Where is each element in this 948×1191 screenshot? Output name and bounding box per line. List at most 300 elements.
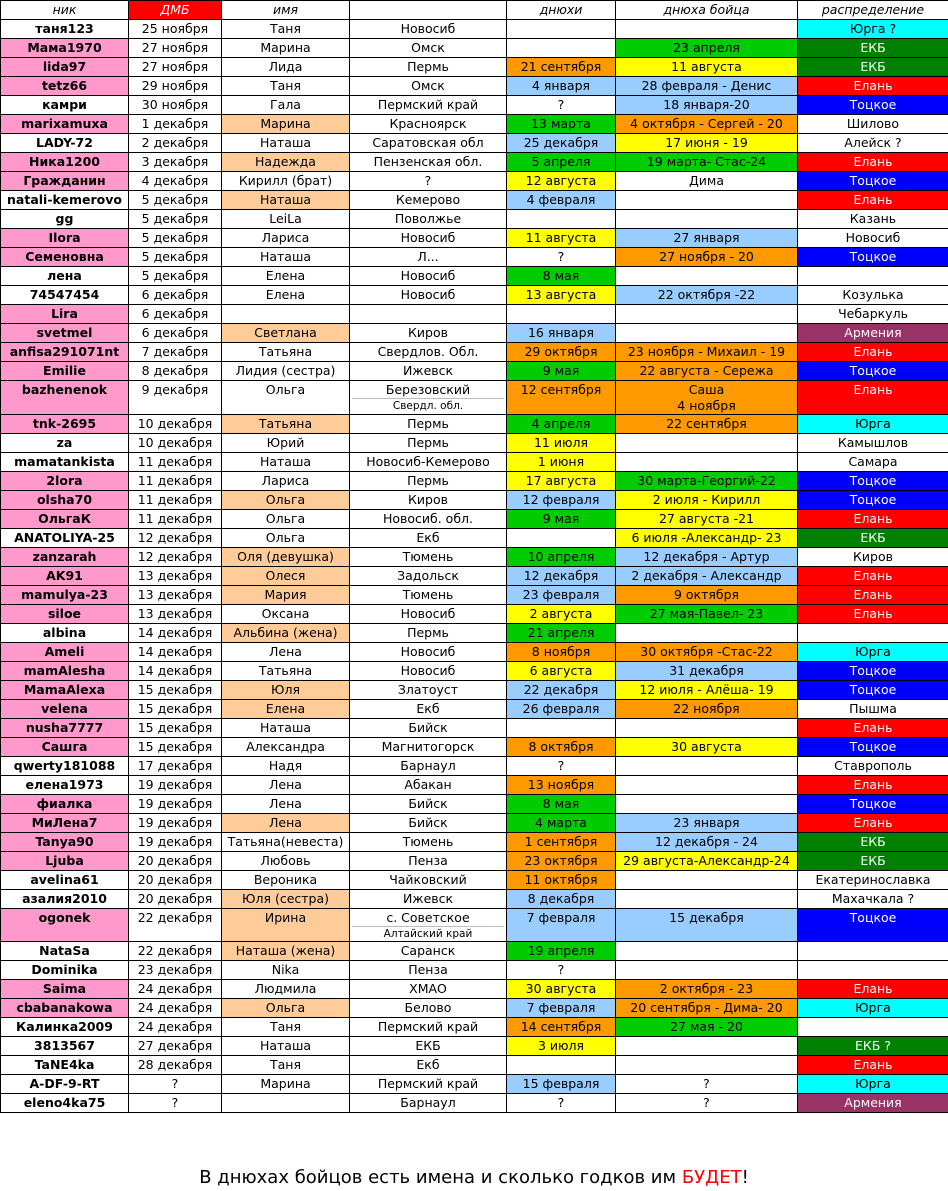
nick-cell: Мама1970 — [1, 39, 129, 58]
birthday-cell: ? — [507, 1094, 616, 1113]
assignment-cell: Юрга — [798, 999, 948, 1018]
nick-cell: Ameli — [1, 643, 129, 662]
name-cell: LeiLa — [222, 210, 350, 229]
assignment-cell: Юрга ? — [798, 20, 948, 39]
name-cell: Таня — [222, 77, 350, 96]
nick-cell: tetz66 — [1, 77, 129, 96]
soldier-birthday-cell: 9 октября — [616, 586, 798, 605]
soldier-birthday-cell — [616, 961, 798, 980]
soldier-birthday-cell — [616, 267, 798, 286]
city-cell: Пермский край — [350, 96, 507, 115]
name-cell: Марина — [222, 115, 350, 134]
soldier-birthday-cell: 27 августа -21 — [616, 510, 798, 529]
name-cell: Татьяна — [222, 415, 350, 434]
name-cell: Ольга — [222, 381, 350, 415]
table-row — [1, 267, 948, 286]
birthday-cell: 3 июля — [507, 1037, 616, 1056]
dmb-cell: 15 декабря — [129, 738, 222, 757]
dmb-cell: 19 декабря — [129, 776, 222, 795]
assignment-cell: Юрга — [798, 1075, 948, 1094]
nick-cell: mamatankista — [1, 453, 129, 472]
city-cell: Бийск — [350, 719, 507, 738]
soldier-birthday-cell: 2 октября - 23 — [616, 980, 798, 999]
table-row — [1, 776, 948, 795]
nick-cell: Emilie — [1, 362, 129, 381]
table-row — [1, 643, 948, 662]
dmb-cell: 8 декабря — [129, 362, 222, 381]
soldier-birthday-cell: 22 сентября — [616, 415, 798, 434]
dmb-cell: 1 декабря — [129, 115, 222, 134]
assignment-cell: Пышма — [798, 700, 948, 719]
nick-cell: фиалка — [1, 795, 129, 814]
table-row — [1, 248, 948, 267]
soldier-birthday-cell: 27 мая-Павел- 23 — [616, 605, 798, 624]
assignment-cell: Елань — [798, 776, 948, 795]
assignment-cell: Екатеринославка — [798, 871, 948, 890]
birthday-cell: 22 декабря — [507, 681, 616, 700]
cell-line: с. Советское — [386, 910, 470, 925]
birthday-cell: 29 октября — [507, 343, 616, 362]
nick-cell: TaNE4ka — [1, 1056, 129, 1075]
table-row — [1, 624, 948, 643]
table-body — [1, 20, 948, 1113]
city-cell: Пермь — [350, 472, 507, 491]
name-cell: Лариса — [222, 472, 350, 491]
nick-cell: bazhenenok — [1, 381, 129, 415]
dmb-cell: 24 декабря — [129, 980, 222, 999]
birthday-cell: 1 июня — [507, 453, 616, 472]
city-cell: Новосиб — [350, 662, 507, 681]
birthday-cell: 9 мая — [507, 362, 616, 381]
city-cell: Новосиб — [350, 267, 507, 286]
assignment-cell: Тоцкое — [798, 491, 948, 510]
table-row — [1, 134, 948, 153]
city-cell: Задольск — [350, 567, 507, 586]
dmb-cell: 15 декабря — [129, 700, 222, 719]
table-row — [1, 1037, 948, 1056]
name-cell: Олеся — [222, 567, 350, 586]
assignment-cell — [798, 1018, 948, 1037]
table-row — [1, 942, 948, 961]
table-row — [1, 1094, 948, 1113]
assignment-cell — [798, 267, 948, 286]
soldier-birthday-cell: 31 декабря — [616, 662, 798, 681]
assignment-cell: Казань — [798, 210, 948, 229]
assignment-cell: Чебаркуль — [798, 305, 948, 324]
table-row — [1, 434, 948, 453]
assignment-cell: Алейск ? — [798, 134, 948, 153]
nick-cell: 2lora — [1, 472, 129, 491]
nick-cell: nusha7777 — [1, 719, 129, 738]
dmb-cell: 17 декабря — [129, 757, 222, 776]
name-cell: Наташа — [222, 1037, 350, 1056]
birthday-cell: 21 апреля — [507, 624, 616, 643]
name-cell: Наташа — [222, 248, 350, 267]
nick-cell: AK91 — [1, 567, 129, 586]
soldier-birthday-cell — [616, 191, 798, 210]
city-cell: Тюмень — [350, 833, 507, 852]
dmb-cell: 5 декабря — [129, 191, 222, 210]
soldier-birthday-cell: 12 декабря - 24 — [616, 833, 798, 852]
city-cell: Пермь — [350, 434, 507, 453]
assignment-cell: Шилово — [798, 115, 948, 134]
dmb-cell: 5 декабря — [129, 210, 222, 229]
city-cell: Пермский край — [350, 1075, 507, 1094]
table-row — [1, 77, 948, 96]
nick-cell: siloe — [1, 605, 129, 624]
birthday-cell: 11 августа — [507, 229, 616, 248]
city-cell: Пермь — [350, 58, 507, 77]
table-row — [1, 453, 948, 472]
dmb-cell: 3 декабря — [129, 153, 222, 172]
name-cell: Лариса — [222, 229, 350, 248]
name-cell: Наташа (жена) — [222, 942, 350, 961]
nick-cell: елена1973 — [1, 776, 129, 795]
city-cell: Барнаул — [350, 757, 507, 776]
city-cell: Новосиб — [350, 20, 507, 39]
table-row — [1, 529, 948, 548]
assignment-cell: ЕКБ — [798, 529, 948, 548]
birthday-cell: 12 декабря — [507, 567, 616, 586]
dmb-cell: 24 декабря — [129, 1018, 222, 1037]
city-cell: Златоуст — [350, 681, 507, 700]
birthday-cell: 25 декабря — [507, 134, 616, 153]
soldier-birthday-cell — [616, 1037, 798, 1056]
nick-cell: zanzarah — [1, 548, 129, 567]
city-cell: Барнаул — [350, 1094, 507, 1113]
city-cell: ЕКБ — [350, 1037, 507, 1056]
dmb-cell: 19 декабря — [129, 833, 222, 852]
cell-subline: Алтайский край — [352, 926, 504, 941]
city-cell — [350, 381, 507, 415]
footer-text: В днюхах бойцов есть имена и сколько годков им — [199, 1167, 682, 1188]
soldier-birthday-cell — [616, 890, 798, 909]
soldier-birthday-cell: 4 октября - Сергей - 20 — [616, 115, 798, 134]
birthday-cell — [507, 719, 616, 738]
birthday-cell: 14 сентября — [507, 1018, 616, 1037]
soldier-birthday-cell: 17 июня - 19 — [616, 134, 798, 153]
dmb-cell: 14 декабря — [129, 643, 222, 662]
dmb-cell: 24 декабря — [129, 999, 222, 1018]
name-cell — [222, 1094, 350, 1113]
assignment-cell: Елань — [798, 77, 948, 96]
city-cell: Екб — [350, 529, 507, 548]
dmb-cell: 10 декабря — [129, 415, 222, 434]
table-row — [1, 999, 948, 1018]
name-cell: Татьяна(невеста) — [222, 833, 350, 852]
table-row — [1, 20, 948, 39]
nick-cell: ogonek — [1, 909, 129, 942]
dmb-cell: 15 декабря — [129, 719, 222, 738]
nick-cell: ОльгаК — [1, 510, 129, 529]
name-cell: Таня — [222, 1056, 350, 1075]
table-row — [1, 362, 948, 381]
birthday-cell — [507, 1056, 616, 1075]
city-cell: Новосиб — [350, 229, 507, 248]
table-row — [1, 1018, 948, 1037]
dmb-cell: 19 декабря — [129, 814, 222, 833]
assignment-cell: ЕКБ ? — [798, 1037, 948, 1056]
dmb-cell: 20 декабря — [129, 852, 222, 871]
birthday-cell — [507, 529, 616, 548]
birthday-cell: 8 мая — [507, 267, 616, 286]
table-row — [1, 415, 948, 434]
soldier-birthday-cell: 20 сентября - Дима- 20 — [616, 999, 798, 1018]
birthday-cell: 12 сентября — [507, 381, 616, 415]
table-row — [1, 1075, 948, 1094]
dmb-cell: 5 декабря — [129, 267, 222, 286]
dmb-cell: 20 декабря — [129, 890, 222, 909]
table-row — [1, 567, 948, 586]
assignment-cell: Елань — [798, 586, 948, 605]
header-birthdays: днюхи — [507, 1, 616, 20]
birthday-cell: ? — [507, 96, 616, 115]
dmb-cell: 13 декабря — [129, 567, 222, 586]
assignment-cell: Тоцкое — [798, 738, 948, 757]
soldier-birthday-cell: ? — [616, 1094, 798, 1113]
city-cell: Новосиб — [350, 605, 507, 624]
birthday-cell: 4 марта — [507, 814, 616, 833]
assignment-cell: Елань — [798, 343, 948, 362]
name-cell: Лена — [222, 795, 350, 814]
dmb-cell: 15 декабря — [129, 681, 222, 700]
nick-cell: 74547454 — [1, 286, 129, 305]
name-cell: Наташа — [222, 719, 350, 738]
soldier-birthday-cell: 11 августа — [616, 58, 798, 77]
dmb-cell: ? — [129, 1075, 222, 1094]
city-cell: Тюмень — [350, 548, 507, 567]
name-cell: Надежда — [222, 153, 350, 172]
nick-cell: za — [1, 434, 129, 453]
soldier-birthday-cell: 28 февраля - Денис — [616, 77, 798, 96]
dmb-cell: 11 декабря — [129, 453, 222, 472]
name-cell: Лидия (сестра) — [222, 362, 350, 381]
city-cell: Красноярск — [350, 115, 507, 134]
nick-cell: albina — [1, 624, 129, 643]
birthday-cell: 8 ноября — [507, 643, 616, 662]
nick-cell: Ника1200 — [1, 153, 129, 172]
dmb-cell: 9 декабря — [129, 381, 222, 415]
birthday-cell: 10 апреля — [507, 548, 616, 567]
cell-subline: 4 ноября — [677, 398, 736, 413]
assignment-cell: Тоцкое — [798, 362, 948, 381]
assignment-cell: Махачкала ? — [798, 890, 948, 909]
city-cell: Новосиб. обл. — [350, 510, 507, 529]
city-cell — [350, 909, 507, 942]
birthday-cell — [507, 305, 616, 324]
dmb-cell: 10 декабря — [129, 434, 222, 453]
assignment-cell: Армения — [798, 1094, 948, 1113]
birthday-cell: 16 января — [507, 324, 616, 343]
table-row — [1, 210, 948, 229]
nick-cell: Ilora — [1, 229, 129, 248]
dmb-cell: 5 декабря — [129, 248, 222, 267]
birthday-cell: 11 октября — [507, 871, 616, 890]
table-row — [1, 890, 948, 909]
table-row — [1, 662, 948, 681]
name-cell: Юля — [222, 681, 350, 700]
birthday-cell: 21 сентября — [507, 58, 616, 77]
name-cell: Nika — [222, 961, 350, 980]
nick-cell: NataSa — [1, 942, 129, 961]
assignment-cell — [798, 942, 948, 961]
birthday-cell: 7 февраля — [507, 909, 616, 942]
dmb-cell: 7 декабря — [129, 343, 222, 362]
dmb-cell: 30 ноября — [129, 96, 222, 115]
name-cell: Юля (сестра) — [222, 890, 350, 909]
dmb-cell: 6 декабря — [129, 305, 222, 324]
dmb-cell: 11 декабря — [129, 472, 222, 491]
assignment-cell: Елань — [798, 719, 948, 738]
header-nick: ник — [1, 1, 129, 20]
birthday-cell: 6 августа — [507, 662, 616, 681]
nick-cell: lida97 — [1, 58, 129, 77]
name-cell: Елена — [222, 267, 350, 286]
nick-cell: marixamuxa — [1, 115, 129, 134]
birthday-cell — [507, 20, 616, 39]
assignment-cell — [798, 624, 948, 643]
assignment-cell: ЕКБ — [798, 852, 948, 871]
dmb-cell: 6 декабря — [129, 286, 222, 305]
birthday-cell: 30 августа — [507, 980, 616, 999]
name-cell: Кирилл (брат) — [222, 172, 350, 191]
name-cell: Ольга — [222, 999, 350, 1018]
name-cell: Лена — [222, 776, 350, 795]
birthday-cell: ? — [507, 961, 616, 980]
table-row — [1, 795, 948, 814]
name-cell: Таня — [222, 20, 350, 39]
soldier-birthday-cell: 2 декабря - Александр — [616, 567, 798, 586]
nick-cell: Семеновна — [1, 248, 129, 267]
dmb-cell: 27 ноября — [129, 58, 222, 77]
nick-cell: cbabanakowa — [1, 999, 129, 1018]
nick-cell: лена — [1, 267, 129, 286]
table-row — [1, 153, 948, 172]
city-cell: Новосиб — [350, 643, 507, 662]
dmb-cell: 14 декабря — [129, 662, 222, 681]
birthday-cell: ? — [507, 248, 616, 267]
table-row — [1, 286, 948, 305]
assignment-cell: Тоцкое — [798, 248, 948, 267]
nick-cell: таня123 — [1, 20, 129, 39]
assignment-cell: Елань — [798, 814, 948, 833]
table-row — [1, 491, 948, 510]
assignment-cell: Елань — [798, 191, 948, 210]
soldier-birthday-cell: 30 марта-Георгий-22 — [616, 472, 798, 491]
name-cell: Людмила — [222, 980, 350, 999]
table-row — [1, 191, 948, 210]
soldier-birthday-cell: 22 октября -22 — [616, 286, 798, 305]
table-row — [1, 381, 948, 415]
nick-cell: Сашга — [1, 738, 129, 757]
dmb-cell: ? — [129, 1094, 222, 1113]
soldier-birthday-cell — [616, 324, 798, 343]
soldier-birthday-cell: 23 апреля — [616, 39, 798, 58]
nick-cell: азалия2010 — [1, 890, 129, 909]
cell-line: Березовский — [385, 382, 471, 397]
birthday-cell: 15 февраля — [507, 1075, 616, 1094]
assignment-cell: Юрга — [798, 415, 948, 434]
soldier-birthday-cell: 22 ноября — [616, 700, 798, 719]
dmb-cell: 13 декабря — [129, 605, 222, 624]
table-row — [1, 96, 948, 115]
soldier-birthday-cell: 6 июля -Александр- 23 — [616, 529, 798, 548]
soldier-birthday-cell: 23 ноября - Михаил - 19 — [616, 343, 798, 362]
table-row — [1, 172, 948, 191]
city-cell: Пензенская обл. — [350, 153, 507, 172]
name-cell: Альбина (жена) — [222, 624, 350, 643]
footer-end: ! — [741, 1167, 749, 1188]
city-cell — [350, 305, 507, 324]
city-cell: Ижевск — [350, 890, 507, 909]
table-row — [1, 115, 948, 134]
city-cell: Ижевск — [350, 362, 507, 381]
cell-subline: Свердл. обл. — [352, 398, 504, 413]
nick-cell: LADY-72 — [1, 134, 129, 153]
table-row — [1, 510, 948, 529]
nick-cell: eleno4ka75 — [1, 1094, 129, 1113]
assignment-cell: Тоцкое — [798, 909, 948, 942]
soldier-birthday-cell: 12 июля - Алёша- 19 — [616, 681, 798, 700]
birthday-cell — [507, 39, 616, 58]
name-cell: Гала — [222, 96, 350, 115]
dmb-cell: 12 декабря — [129, 548, 222, 567]
birthday-cell: 4 января — [507, 77, 616, 96]
soldier-birthday-cell: 30 октября -Стас-22 — [616, 643, 798, 662]
birthday-cell: 4 февраля — [507, 191, 616, 210]
assignment-cell: Тоцкое — [798, 795, 948, 814]
dmb-cell: 25 ноября — [129, 20, 222, 39]
birthday-cell: 23 октября — [507, 852, 616, 871]
soldier-birthday-cell: 27 января — [616, 229, 798, 248]
table-row — [1, 472, 948, 491]
name-cell: Ольга — [222, 510, 350, 529]
table-row — [1, 738, 948, 757]
dmb-cell: 11 декабря — [129, 491, 222, 510]
assignment-cell: Тоцкое — [798, 472, 948, 491]
nick-cell: avelina61 — [1, 871, 129, 890]
table-row — [1, 871, 948, 890]
assignment-cell — [798, 961, 948, 980]
table-row — [1, 586, 948, 605]
name-cell: Марина — [222, 1075, 350, 1094]
dmb-cell: 29 ноября — [129, 77, 222, 96]
header-city — [350, 1, 507, 20]
city-cell: Абакан — [350, 776, 507, 795]
assignment-cell: Елань — [798, 510, 948, 529]
dmb-cell: 27 декабря — [129, 1037, 222, 1056]
city-cell: Новосиб — [350, 286, 507, 305]
dmb-cell: 22 декабря — [129, 909, 222, 942]
header-name: имя — [222, 1, 350, 20]
cell-line: Саша — [688, 382, 725, 397]
soldier-birthday-cell: 15 декабря — [616, 909, 798, 942]
name-cell: Марина — [222, 39, 350, 58]
assignment-cell: Армения — [798, 324, 948, 343]
name-cell: Вероника — [222, 871, 350, 890]
assignment-cell: Тоцкое — [798, 172, 948, 191]
table-row — [1, 852, 948, 871]
city-cell: Омск — [350, 77, 507, 96]
table-row — [1, 681, 948, 700]
city-cell: Пермь — [350, 415, 507, 434]
birthday-cell: 4 апреля — [507, 415, 616, 434]
name-cell: Оля (девушка) — [222, 548, 350, 567]
header-assignment: распределение — [798, 1, 948, 20]
name-cell: Юрий — [222, 434, 350, 453]
nick-cell: Гражданин — [1, 172, 129, 191]
assignment-cell: Тоцкое — [798, 681, 948, 700]
